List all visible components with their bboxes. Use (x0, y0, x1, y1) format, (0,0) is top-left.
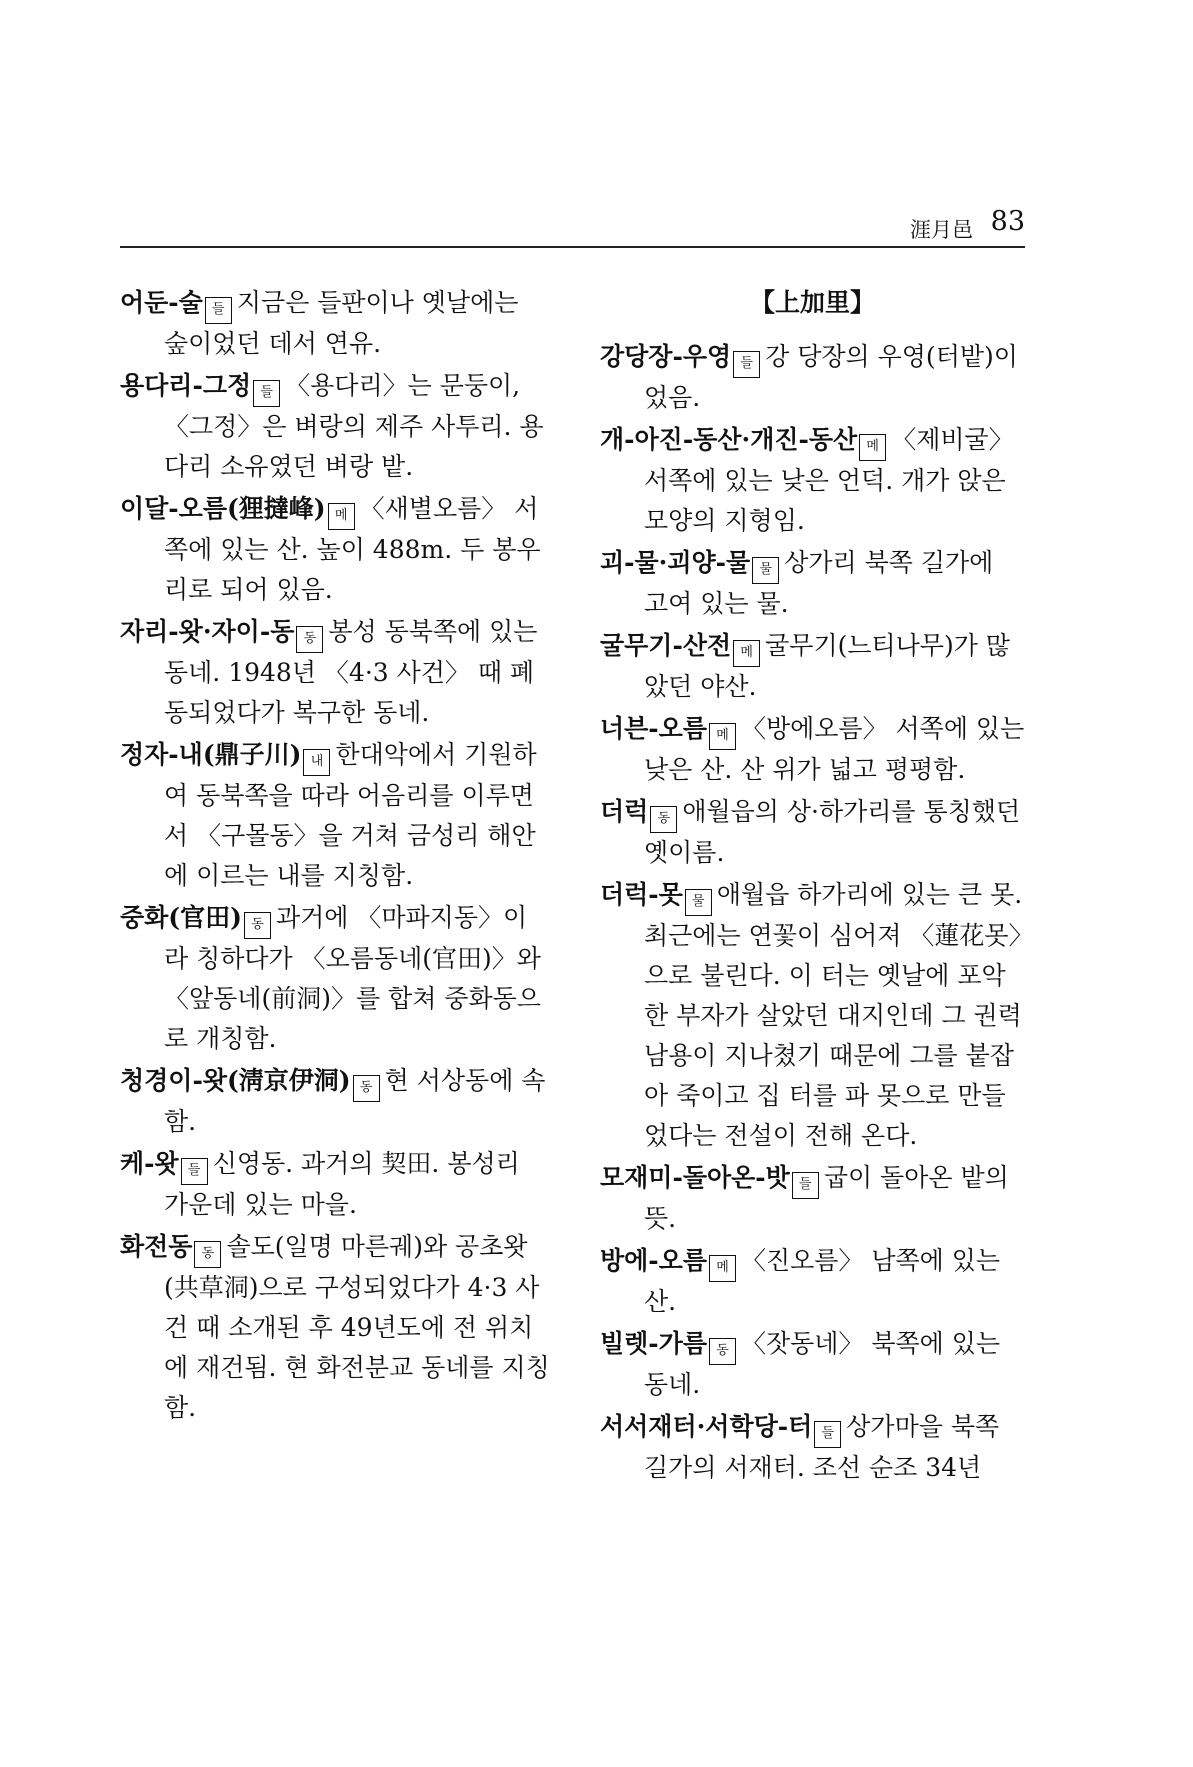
entry-text: 상가마을 북쪽 길가의 서재터. 조선 순조 34년 (644, 1412, 1000, 1482)
category-badge: 메 (709, 723, 736, 750)
entry-text: 솔도(일명 마른궤)와 공초왓(共草洞)으로 구성되었다가 4·3 사건 때 소개된 후 49년도에 전 위치에 재건됨. 현 화전분교 동네를 지칭함. (164, 1232, 550, 1422)
entry-text: 굴무기(느티나무)가 많았던 야산. (644, 631, 1010, 701)
entry-text: 〈제비굴〉 서쪽에 있는 낮은 언덕. 개가 앉은 모양의 지형임. (644, 425, 1014, 535)
entry-term: 개-아진-동산·개진-동산 (600, 425, 858, 454)
entry-term: 화전동 (120, 1232, 193, 1261)
category-badge: 물 (685, 889, 712, 916)
category-badge: 들 (814, 1421, 841, 1448)
entry-text: 한대악에서 기원하여 동북쪽을 따라 어음리를 이루면서 〈구몰동〉을 거쳐 금성리 해안에 이르는 내를 지칭함. (164, 740, 537, 890)
entry-term: 자리-왓·자이-동 (120, 617, 295, 646)
category-badge: 메 (328, 503, 355, 530)
entry-text: 〈잣동네〉 북쪽에 있는 동네. (644, 1329, 1001, 1399)
entry-term: 모재미-돌아온-밧 (600, 1163, 790, 1192)
entry (120, 1061, 550, 1142)
entry (600, 420, 1025, 541)
entry (120, 489, 550, 610)
entry (600, 626, 1025, 707)
category-badge: 동 (244, 912, 271, 939)
right-column (600, 283, 1025, 1490)
entry-term: 괴-물·괴양-물 (600, 548, 751, 577)
entry (120, 1144, 550, 1225)
entry (600, 792, 1025, 873)
entry-term: 용다리-그정 (120, 371, 252, 400)
entry (600, 875, 1025, 1156)
entry-term: 빌렛-가름 (600, 1329, 707, 1358)
entry-text: 굽이 돌아온 밭의 뜻. (644, 1163, 1009, 1233)
category-badge: 동 (709, 1338, 736, 1365)
entry (120, 366, 550, 487)
entry-text: 신영동. 과거의 契田. 봉성리 가운데 있는 마을. (164, 1149, 520, 1219)
page-header (120, 206, 1025, 248)
entry-term: 청경이-왓(淸京伊洞) (120, 1066, 351, 1095)
entry-text: 현 서상동에 속함. (164, 1066, 546, 1136)
entry-text: 〈방에오름〉 서쪽에 있는 낮은 산. 산 위가 넓고 평평함. (644, 714, 1025, 784)
entry (600, 337, 1025, 418)
page-number: 83 (990, 206, 1025, 237)
entry (600, 1241, 1025, 1322)
entry-term: 서서재터·서학당-터 (600, 1412, 813, 1441)
category-badge: 들 (205, 297, 232, 324)
entry-term: 중화(官田) (120, 903, 242, 932)
entry (600, 1158, 1025, 1239)
entry-text: 애월읍 하가리에 있는 큰 못. 최근에는 연꽃이 심어져 〈蓮花못〉으로 불린다. 이 터는 옛날에 포악한 부자가 살았던 대지인데 그 권력 남용이 지나쳤기 때문에 그를 붙잡아 죽이고 집 터를 파 못으로 만들었다는 전설이 전해 온다. (644, 880, 1023, 1150)
category-badge: 동 (353, 1075, 380, 1102)
entry-text: 〈용다리〉는 문둥이, 〈그정〉은 벼랑의 제주 사투리. 용다리 소유였던 벼랑 밭. (164, 371, 544, 481)
entry (600, 543, 1025, 624)
entry-term: 방에-오름 (600, 1246, 707, 1275)
entry-text: 상가리 북쪽 길가에 고여 있는 물. (644, 548, 994, 618)
entry (600, 709, 1025, 790)
entry-text: 애월읍의 상·하가리를 통칭했던 옛이름. (644, 797, 1021, 867)
category-badge: 동 (194, 1241, 221, 1268)
entry (120, 612, 550, 733)
entry (120, 283, 550, 364)
section-heading: 【上加里】 (749, 288, 875, 317)
entry-term: 더럭 (600, 797, 649, 826)
entry-text: 지금은 들판이나 옛날에는 숲이었던 데서 연유. (164, 288, 519, 358)
entry (600, 1407, 1025, 1488)
category-badge: 메 (709, 1255, 736, 1282)
entry-term: 어둔-술 (120, 288, 203, 317)
category-badge: 들 (181, 1158, 208, 1185)
category-badge: 메 (859, 434, 886, 461)
entry (120, 1227, 550, 1428)
entry-text: 강 당장의 우영(터밭)이었음. (644, 342, 1018, 412)
entry-text: 봉성 동북쪽에 있는 동네. 1948년 〈4·3 사건〉 때 폐동되었다가 복구한 동네. (164, 617, 538, 727)
category-badge: 동 (650, 806, 677, 833)
entry (120, 898, 550, 1059)
entry-term: 너븐-오름 (600, 714, 707, 743)
category-badge: 들 (253, 380, 280, 407)
entry-term: 정자-내(鼎子川) (120, 740, 302, 769)
category-badge: 동 (296, 626, 323, 653)
entry-text: 〈진오름〉 남쪽에 있는 산. (644, 1246, 1001, 1316)
entry-term: 강당장-우영 (600, 342, 732, 371)
left-column (120, 283, 550, 1430)
category-badge: 들 (792, 1172, 819, 1199)
entry-term: 더럭-못 (600, 880, 683, 909)
entry-text: 과거에 〈마파지동〉이라 칭하다가 〈오름동네(官田)〉와 〈앞동네(前洞)〉를 합쳐 중화동으로 개칭함. (164, 903, 541, 1053)
category-badge: 내 (303, 749, 330, 776)
entry (600, 1324, 1025, 1405)
entry-term: 굴무기-산전 (600, 631, 732, 660)
category-badge: 들 (733, 351, 760, 378)
entry-term: 이달-오름(狸撻峰) (120, 494, 326, 523)
entry-term: 케-왓 (120, 1149, 179, 1178)
category-badge: 메 (733, 640, 760, 667)
running-title: 涯月邑 (910, 218, 973, 242)
entry (120, 735, 550, 896)
entry-text: 〈새별오름〉 서쪽에 있는 산. 높이 488m. 두 봉우리로 되어 있음. (164, 494, 541, 604)
category-badge: 물 (752, 557, 779, 584)
